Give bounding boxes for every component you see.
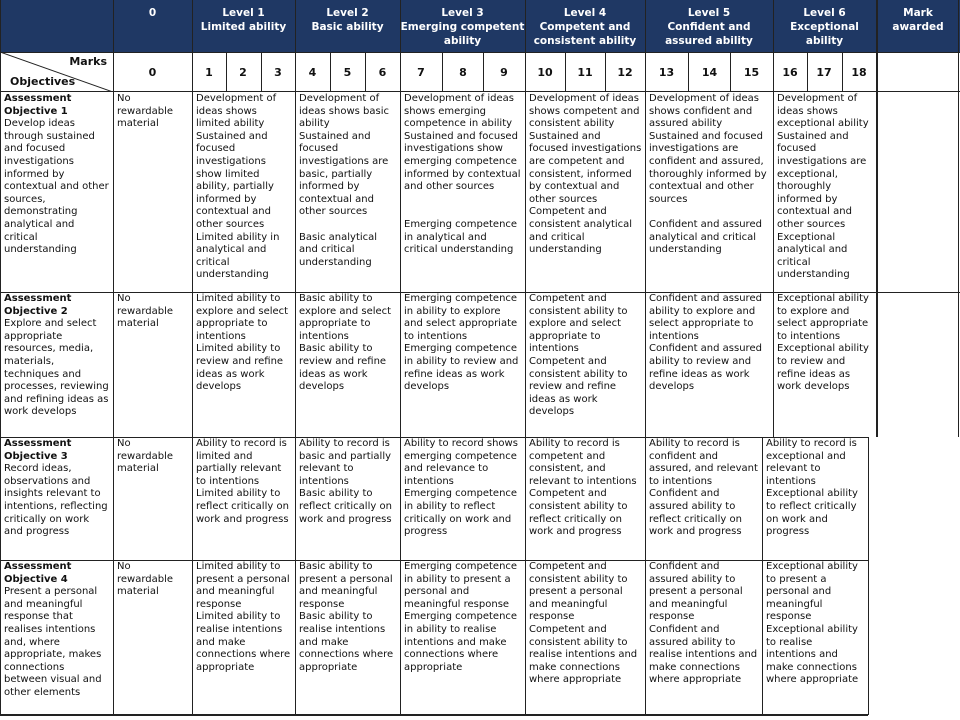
- grid-line: [0, 0, 1, 92]
- grid-line: [525, 0, 526, 92]
- mark-value: 11: [577, 65, 593, 79]
- grid-line: [773, 0, 774, 92]
- level-subtitle: Basic ability: [311, 21, 384, 33]
- grid-line: [0, 52, 960, 53]
- zero-marks-cell: No rewardable material: [117, 561, 174, 598]
- grid-line: [773, 92, 774, 292]
- grid-line: [0, 715, 868, 716]
- mark-value: 16: [782, 65, 798, 79]
- level-1-descriptor: Ability to record is limited and partially relevant to intentions Limited ability to reflect critically on work and progress: [196, 438, 289, 525]
- level-2-descriptor: Basic ability to present a personal and meaningful response Basic ability to realise intentions and make connections where appropriate: [299, 561, 394, 673]
- grid-line: [295, 0, 296, 92]
- objective-description: Explore and select appropriate resources, media, materials, techniques and processes, reviewing and refining ideas as work develops: [4, 318, 109, 418]
- level-subtitle: Confident and assured ability: [665, 21, 753, 47]
- grid-line: [645, 92, 646, 715]
- level-6-descriptor: Development of ideas shows exceptional ability Sustained and focused investigations are exceptional, thoroughly informed by contextual and other sources Exceptional analytical and critical understanding: [777, 93, 869, 281]
- level-4-descriptor: Development of ideas shows competent and consistent ability Sustained and focused investigations are competent and consistent, informed by contextual and other sources Competent and consistent analytical and critical understanding: [529, 93, 642, 256]
- header-level-2: [295, 0, 400, 52]
- mark-value: 14: [701, 65, 718, 79]
- objective-cell: [0, 560, 113, 715]
- level-4-descriptor: Competent and consistent ability to explore and select appropriate to intentions Competent and consistent ability to review and refine ideas as work develops: [529, 293, 628, 418]
- grid-line: [295, 92, 296, 715]
- level-1-descriptor: Limited ability to explore and select appropriate to intentions Limited ability to review and refine ideas as work develops: [196, 293, 289, 393]
- grid-line: [730, 52, 731, 92]
- header-level-1: [192, 0, 295, 52]
- level-title: Level 4: [563, 7, 607, 19]
- mark-value: 15: [743, 65, 760, 79]
- grid-line: [762, 437, 763, 715]
- level-4-descriptor: Competent and consistent ability to present a personal and meaningful response Competent and consistent ability to realise intentions and make connections where appropriate: [529, 561, 638, 686]
- level-subtitle: Limited ability: [200, 21, 287, 33]
- grid-line: [868, 437, 869, 715]
- mark-value: 13: [658, 65, 675, 79]
- objective-title: Assessment Objective 2: [4, 293, 72, 317]
- objective-title: Assessment Objective 1: [4, 93, 72, 117]
- level-4-descriptor: Ability to record is competent and consistent, and relevant to intentions Competent and consistent ability to reflect critically on work and progress: [529, 438, 637, 538]
- mark-value: 17: [816, 65, 832, 79]
- marks-objectives-corner: [0, 52, 113, 92]
- grid-line: [0, 437, 868, 438]
- level-6-descriptor: Ability to record is exceptional and relevant to intentions Exceptional ability to reflect critically on work and progress: [766, 438, 858, 538]
- level-subtitle: Exceptional ability: [790, 21, 859, 47]
- level-title: Level 2: [326, 7, 369, 19]
- grid-line: [400, 92, 401, 715]
- mark-value: 0: [148, 65, 157, 79]
- grid-line: [842, 52, 843, 92]
- mark-value: 5: [343, 65, 352, 79]
- objective-description: Develop ideas through sustained and focused investigations informed by contextual and other sources, demonstrating analytical and critical understanding: [4, 118, 109, 256]
- header-mark-awarded: Mark awarded: [876, 0, 960, 52]
- level-3-descriptor: Emerging competence in ability to explore and select appropriate to intentions Emerging competence in ability to review and refine ideas as work develops: [404, 293, 519, 393]
- grid-line: [958, 0, 959, 437]
- level-2-descriptor: Basic ability to explore and select appropriate to intentions Basic ability to review and refine ideas as work develops: [299, 293, 392, 393]
- level-3-descriptor: Emerging competence in ability to present a personal and meaningful response Emerging competence in ability to realise intentions and make connections where appropriate: [404, 561, 518, 673]
- grid-line: [192, 92, 193, 715]
- grid-line: [226, 52, 227, 92]
- objective-cell: [0, 92, 113, 292]
- mark-awarded-cell[interactable]: [876, 52, 960, 92]
- header-level-4: [525, 0, 645, 52]
- header-corner: [0, 0, 113, 52]
- grid-line: [365, 52, 366, 92]
- grid-line: [113, 0, 114, 92]
- level-5-descriptor: Development of ideas shows confident and assured ability Sustained and focused investigations are confident and assured, thoroughly informed by contextual and other sources Confident and assured analytical and critical understanding: [649, 93, 767, 256]
- header-level-5: [645, 0, 773, 52]
- grid-line: [605, 52, 606, 92]
- grid-line: [525, 92, 526, 715]
- level-5-descriptor: Ability to record is confident and assured, and relevant to intentions Confident and assured ability to reflect critically on work and progress: [649, 438, 758, 538]
- level-5-descriptor: Confident and assured ability to explore and select appropriate to intentions Confident and assured ability to review and refine ideas as work develops: [649, 293, 762, 393]
- grid-line: [400, 0, 401, 92]
- corner-diagonal: [0, 52, 113, 92]
- mark-value: 7: [417, 65, 425, 79]
- mark-awarded-cell[interactable]: [876, 292, 960, 437]
- objective-title: Assessment Objective 4: [4, 561, 72, 585]
- level-1-descriptor: Development of ideas shows limited ability Sustained and focused investigations show limited ability, partially informed by contextual and other sources Limited ability in analytical and critical understanding: [196, 93, 280, 281]
- level-6-descriptor: Exceptional ability to present a personal and meaningful response Exceptional ability to realise intentions and make connections where appropriate: [766, 561, 859, 686]
- level-1-descriptor: Limited ability to present a personal and meaningful response Limited ability to realise intentions and make connections where appropriate: [196, 561, 291, 673]
- grid-line: [876, 0, 878, 437]
- zero-marks-cell: No rewardable material: [117, 293, 174, 330]
- mark-awarded-cell[interactable]: [876, 92, 960, 292]
- objective-description: Present a personal and meaningful response that realises intentions and, where appropriate, makes connections between visual and other elements: [4, 586, 102, 698]
- grid-line: [0, 714, 868, 715]
- marks-label: Marks: [69, 55, 107, 68]
- level-6-descriptor: Exceptional ability to explore and select appropriate to intentions Exceptional ability to review and refine ideas as work develops: [777, 293, 869, 393]
- grid-line: [688, 52, 689, 92]
- grid-line: [192, 0, 193, 92]
- mark-value: 6: [378, 65, 387, 79]
- grid-line: [645, 0, 646, 92]
- grid-line: [0, 292, 960, 293]
- zero-marks-cell: No rewardable material: [117, 93, 174, 130]
- mark-value: 4: [308, 65, 317, 79]
- level-5-descriptor: Confident and assured ability to present a personal and meaningful response Confident and assured ability to realise intentions and make connections where appropriate: [649, 561, 758, 686]
- objective-description: Record ideas, observations and insights relevant to intentions, reflecting critically on work and progress: [4, 463, 108, 538]
- level-3-descriptor: Ability to record shows emerging competence and relevance to intentions Emerging competence in ability to reflect critically on work and progress: [404, 438, 518, 538]
- grid-line: [0, 560, 868, 561]
- grid-line: [330, 52, 331, 92]
- level-title: Level 3: [441, 7, 484, 19]
- mark-value: 3: [274, 65, 282, 79]
- header-level-3: [400, 0, 525, 52]
- zero-marks-cell: No rewardable material: [117, 438, 174, 475]
- mark-value: 10: [537, 65, 553, 79]
- level-title: Level 6: [803, 7, 846, 19]
- header-level-0: 0: [113, 0, 192, 52]
- mark-value: 9: [500, 65, 508, 79]
- grid-line: [261, 52, 262, 92]
- mark-value: 8: [459, 65, 467, 79]
- level-subtitle: Competent and consistent ability: [533, 21, 637, 47]
- level-3-descriptor: Development of ideas shows emerging competence in ability Sustained and focused investigations show emerging competence informed by contextual and other sources Emerging competence in analytical and critical understanding: [404, 93, 521, 256]
- objectives-label: Objectives: [10, 75, 76, 88]
- grid-line: [773, 292, 774, 437]
- level-2-descriptor: Ability to record is basic and partially relevant to intentions Basic ability to reflect critically on work and progress: [299, 438, 392, 525]
- mark-value: 1: [205, 65, 213, 79]
- grid-line: [442, 52, 443, 92]
- mark-value: 2: [239, 65, 247, 79]
- level-title: Level 5: [687, 7, 731, 19]
- objective-cell: [0, 292, 113, 437]
- level-2-descriptor: Development of ideas shows basic ability Sustained and focused investigations are basic, partially informed by contextual and other sources Basic analytical and critical understanding: [299, 93, 389, 268]
- grid-line: [483, 52, 484, 92]
- header-level-6: [773, 0, 876, 52]
- objective-title: Assessment Objective 3: [4, 438, 72, 462]
- grid-line: [0, 91, 960, 92]
- level-subtitle: Emerging competent ability: [400, 21, 525, 47]
- grid-line: [807, 52, 808, 92]
- mark-value: 12: [617, 65, 633, 79]
- grid-line: [0, 92, 1, 715]
- grid-line: [113, 92, 114, 715]
- grid-line: [565, 52, 566, 92]
- objective-cell: [0, 437, 113, 560]
- mark-value: 18: [851, 65, 867, 79]
- level-title: Level 1: [222, 7, 265, 19]
